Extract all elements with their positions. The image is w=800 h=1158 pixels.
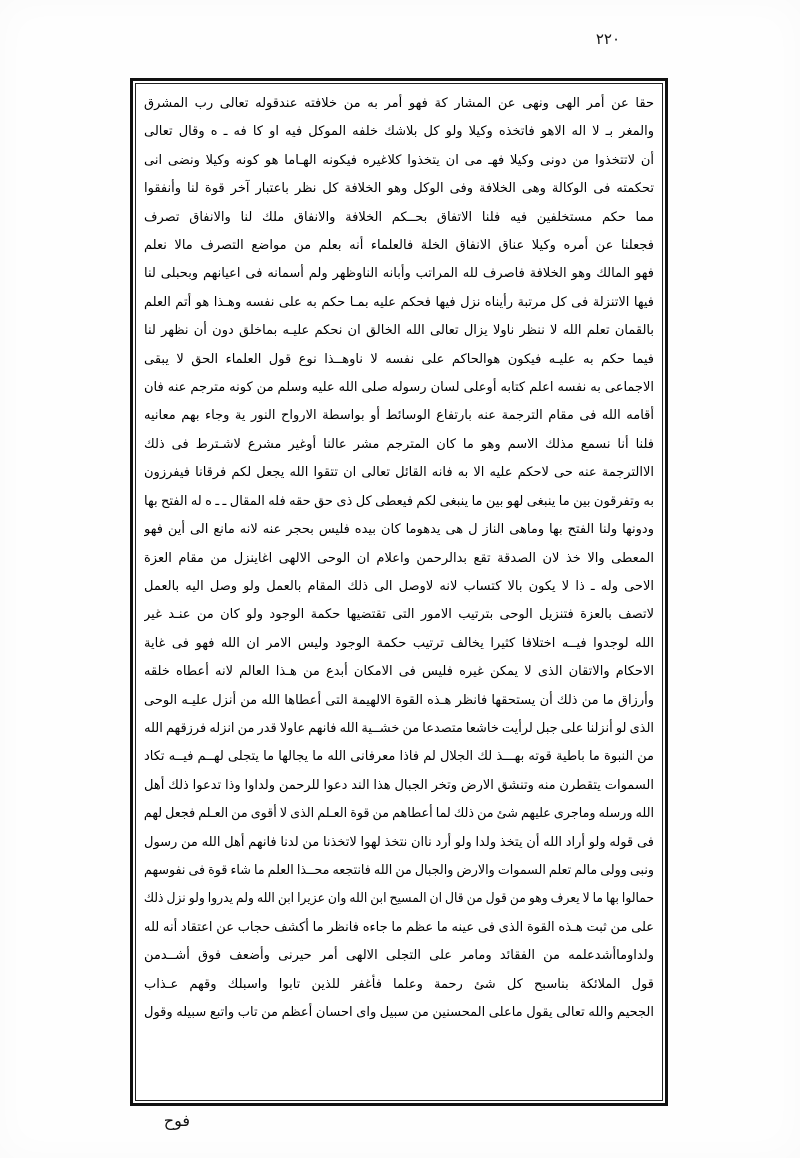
text-line: فيما حكم به عليـه فيكون هوالحاكم على نفسه لا ناوهــذا نوع قول العلماء الحق لا يبقى	[144, 351, 654, 367]
text-line: فى قوله ولو أراد الله أن يتخذ ولدا ولو أرد ناان نتخذ لهوا لاتخذنا من لدنا فانهم أهل الله من رسول	[144, 834, 654, 850]
text-line: تحكمته فى الوكالة وهى الخلافة وفى الوكل وهو الخلافة كل نظر باعتبار آخر قوة لنا وأنفقوا	[144, 181, 654, 197]
text-line: الجحيم والله تعالى يقول ماعلى المحسنين من سبيل واى احسان أعظم من تاب واتبع سبيله وقول	[144, 1005, 654, 1020]
text-line: الاحى وله ـ ذا لا يكون بالا كتساب لانه لاوصل الى ذلك المقام بالعمل ولو وصل اليه بالعمل	[144, 578, 654, 594]
text-line: والمغر بـ لا اله الاهو فاتخذه وكيلا ولو كل بلاشك خلفه الموكل فيه او كا فه ـ ه وقال تعالى	[144, 124, 654, 140]
text-line: فجعلنا عن أمره وكيلا عناق الانفاق الخلة فالعلماء أنه بعلم من مواضع التصرف مالا نعلم	[144, 238, 654, 254]
text-line: به وتفرقون بين ما ينبغى لهو بين ما ينبغى لكم فيعطى كل ذى حق حقه فله المقال ـ ـ ه له الفتح بها	[144, 493, 654, 509]
catchword: فوح	[163, 1111, 190, 1130]
text-line: السموات يتقطرن منه وتنشق الارض وتخر الجبال هذا الند دعوا للرحمن ولداوا وذا تدعوا ذلك أهل	[144, 777, 654, 793]
text-block-frame	[130, 78, 668, 1106]
text-line: من النبوة ما باطية قوته بهـــذ لك الجلال لم فاذا معرفانى الله ما يجالها ما يتجلى لهــم فيــه تكاد	[144, 749, 654, 765]
text-line: ونبى وولى مالم تعلم السموات والارض والجبال من الله فانتجعه محــذا العلم ما شاء قوة فى نفوسهم	[144, 862, 654, 878]
text-line: أقامه الله فى مقام الترجمة عنه بارتفاع الوسائط أو بواسطة الارواح النور ية وجاء بهم معانيه	[144, 408, 654, 424]
text-line: أن لاتتخذوا من دونى وكيلا فهـ مى ان يتخذوا كلاغيره فيكونه الهـاما هو كونه وكيلا ونضى انى	[144, 152, 654, 168]
text-line: مما حكم مستخلفين فيه فلنا الاتفاق بحــكم الخلافة والانفاق ملك لنا والانفاق تصرف	[144, 209, 654, 225]
text-line: قول الملائكة بناسبح كل شئ رحمة وعلما فأغفر للذين تابوا واسبلك وقهم عـذاب	[144, 976, 654, 992]
text-line: الله لوجدوا فيــه اختلافا كثيرا يخالف ترتيب حكمة الوجود وليس الامر ان الله فهو فى غاية	[144, 635, 654, 651]
text-line: فهو المالك وهو الخلافة فاصرف لله المراتب وأبانه الناوظهر ولم أسمانه فى اعيانهم وبحبلى لنا	[144, 266, 654, 282]
text-line: الاحكام والاتقان الذى لا يمكن غيره فليس فى الامكان أبدع من هـذا العالم لانه أعطاه خلقه	[144, 664, 654, 680]
text-line: فلنا أنا نسمع مذلك الاسم وهو ما كان المترجم مشر عالنا أوغير مشرع لاشـترط فى ذلك	[144, 436, 654, 452]
text-line: فيها الاتنزلة فى كل مرتبة رأيناه نزل فيها فحكم عليه بمـا حكم به على نفسه وهـذا هو أتم العلم	[144, 294, 654, 310]
text-line: الاالترجمة عنه حى لاحكم عليه الا به فانه القائل تعالى ان تتقوا الله يجعل لكم فرقانا فيفرزون	[144, 465, 654, 481]
text-line: على من ثبت هـذه القوة الذى فى عينه ما عظم ما جاءه فانظر ما أكشف حجاب عن اعتقاد أنه لله	[144, 919, 654, 935]
text-line: لاتصف بالعزة فتنزيل الوحى بترتيب الامور التى تقتضيها حكمة الوجود ولو كان من عنـد غير	[144, 607, 654, 623]
text-line: ودونها ولنا الفتح بها وماهى الناز ل هى يدهوما كان بيده فليس بحجر عنه لانه مانع الى أين فهو	[144, 522, 654, 538]
text-line: ولداوماأشدعلمه من الفقائد ومامر على التجلى الالهى أمر حيرنى وأضعف فوق أشــدمن	[144, 948, 654, 964]
page-number: ٢٢٠	[595, 30, 620, 48]
text-line: بالقمان تعلم الله لا ننظر ناولا يزال تعالى الله الخالق ان نحكم عليـه بماخلق دون أن نظهر لنا	[144, 323, 654, 339]
text-line: المعطى والا خذ لان الصدقة تقع بدالرحمن واعلام ان الوحى الالهى اغاينزل من مقام العزة	[144, 550, 654, 566]
text-line: الاجماعى به نفسه اعلم كتابه أوعلى لسان رسوله صلى الله عليه وسلم من كونه مترجم عنه فان	[144, 380, 654, 396]
body-text	[144, 90, 654, 1094]
text-line: حمالوا بها ما لا يعرف وهو من قول من قال ان المسيح ابن الله وان عزيرا ابن الله ولم يدروا ولو نزل ذلك	[144, 891, 654, 907]
text-line: الله ورسله وماجرى عليهم شئ من ذلك لما أعطاهم من قوة العـلم الذى لا أقوى من العـلم فجعل لهم	[144, 806, 654, 822]
text-line: وأرزاق ما من ذلك أن يستحقها فانظر هـذه القوة الالهيمة التى أعطاها الله من أنزل عليـه الوحى	[144, 692, 654, 708]
text-line: حقا عن أمر الهى ونهى عن المشار كة فهو أمر به من خلافته عندقوله تعالى رب المشرق	[144, 96, 654, 111]
text-line: الذى لو أنزلنا على جبل لرأيت خاشعا متصدعا من خشــية الله فانهم عاولا قدر من انزله فرزقهم الله	[144, 720, 654, 736]
